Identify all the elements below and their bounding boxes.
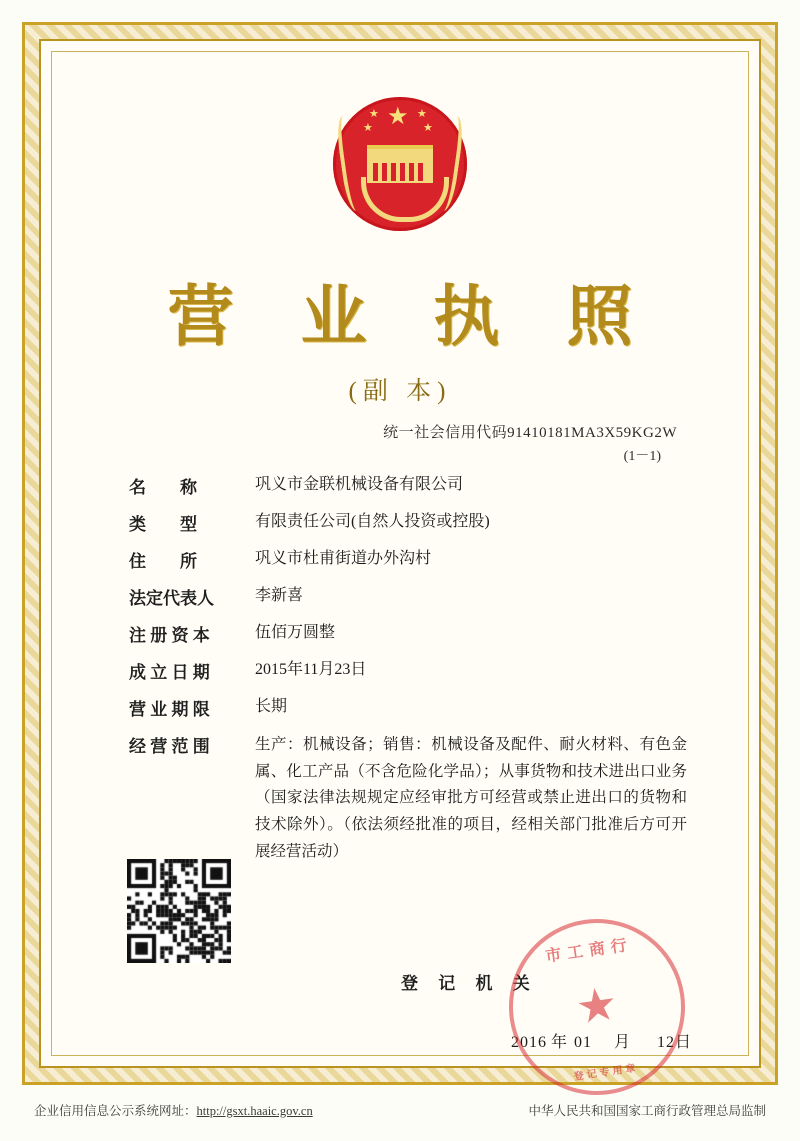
field-row-capital <box>129 621 687 646</box>
field-value-address: 巩义市杜甫街道办外沟村 <box>255 550 432 567</box>
decorative-border-middle <box>39 39 761 1083</box>
license-content <box>41 41 759 1083</box>
official-seal-stamp <box>498 908 697 1107</box>
field-value-name: 巩义市金联机械设备有限公司 <box>255 476 464 493</box>
field-label-type: 类 型 <box>129 515 197 534</box>
issue-month-char: 月 <box>614 1034 632 1051</box>
footer-website <box>34 1101 313 1119</box>
seal-top-text: 市工商行 <box>544 936 634 966</box>
footer-website-prefix: 企业信用信息公示系统网址： <box>34 1104 197 1118</box>
sheet-number: (1－1) <box>623 449 661 464</box>
seal-star-icon: ★ <box>572 977 621 1034</box>
seal-bottom-text: 登记专用章 <box>573 1062 640 1083</box>
issue-year-value: 2016 <box>511 1034 547 1051</box>
national-emblem-icon: ★ ★ ★ ★ ★ <box>325 89 475 239</box>
field-value-term: 长期 <box>255 698 288 715</box>
field-list <box>129 473 687 877</box>
field-row-type <box>129 510 687 535</box>
issue-month-value: 01 <box>574 1034 593 1051</box>
footer-issuer: 中华人民共和国国家工商行政管理总局监制 <box>528 1104 766 1118</box>
field-row-address <box>129 547 687 572</box>
decorative-border-outer <box>22 22 778 1085</box>
field-label-term: 营 业 期 限 <box>129 700 210 719</box>
page-subtitle: (副 本) <box>348 378 452 405</box>
issue-date <box>511 1029 692 1052</box>
issue-year-char: 年 <box>551 1034 569 1051</box>
issue-day-value: 12 <box>657 1034 676 1051</box>
field-label-name: 名 称 <box>129 478 197 497</box>
field-value-established: 2015年11月23日 <box>255 661 367 678</box>
field-value-capital: 伍佰万圆整 <box>255 624 336 641</box>
field-label-established: 成 立 日 期 <box>129 663 210 682</box>
field-value-legal-rep: 李新喜 <box>255 587 304 604</box>
field-label-address: 住 所 <box>129 552 197 571</box>
field-row-scope <box>129 732 687 865</box>
page-title: 营 业 执 照 <box>167 277 655 355</box>
field-value-scope: 生产：机械设备；销售：机械设备及配件、耐火材料、有色金属、化工产品（不含危险化学品）；从事货物和技术进出口业务（国家法律法规规定应经审批方可经营或禁止进出口的货物和技术除外）。（依法须经批准的项目，经相关部门批准后方可开展经营活动） <box>255 736 687 860</box>
field-label-capital: 注 册 资 本 <box>129 626 210 645</box>
field-row-term <box>129 695 687 720</box>
field-value-type: 有限责任公司(自然人投资或控股) <box>255 513 490 530</box>
qr-code <box>127 859 231 963</box>
issue-day-char: 日 <box>675 1034 693 1051</box>
field-label-legal-rep: 法定代表人 <box>129 589 214 608</box>
field-row-name <box>129 473 687 498</box>
field-row-established <box>129 658 687 683</box>
footer-website-url: http://gsxt.haaic.gov.cn <box>196 1104 313 1118</box>
field-label-scope: 经 营 范 围 <box>129 737 210 756</box>
credit-code-line <box>383 421 677 442</box>
credit-code-label: 统一社会信用代码 <box>383 425 508 441</box>
field-row-legal-rep <box>129 584 687 609</box>
registry-authority-label: 登 记 机 关 <box>401 974 538 993</box>
credit-code-value: 91410181MA3X59KG2W <box>507 425 677 441</box>
